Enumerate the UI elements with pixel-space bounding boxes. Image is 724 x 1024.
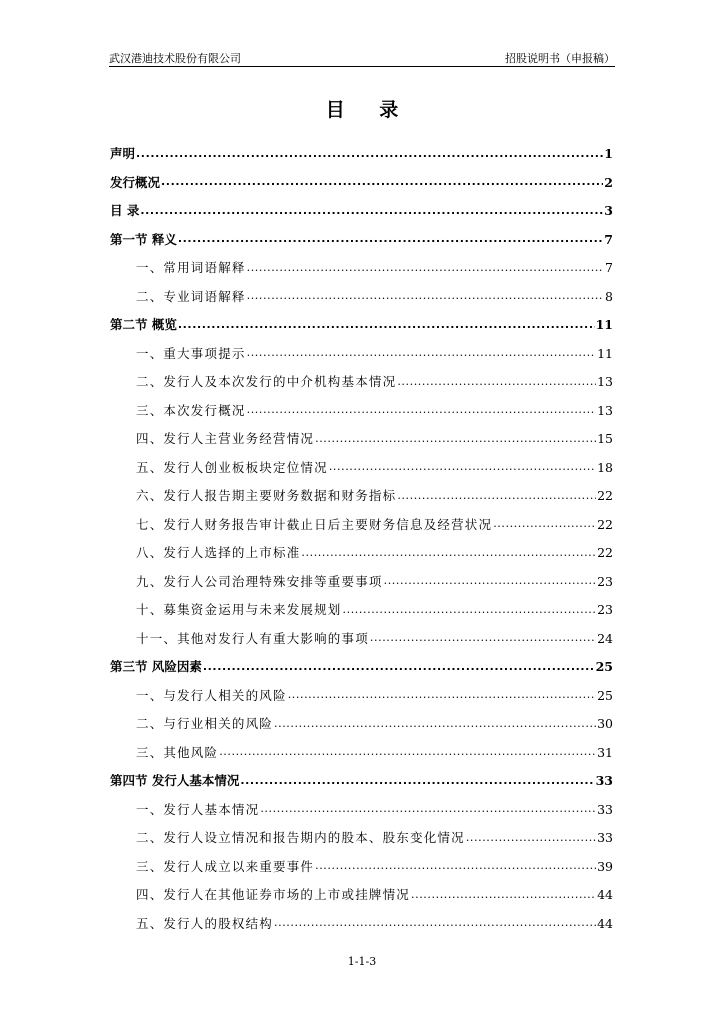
page-number: 1-1-3 — [347, 955, 377, 968]
toc-entry-page: 22 — [597, 488, 613, 504]
toc-entry-title: 十、募集资金运用与未来发展规划 — [136, 602, 342, 618]
toc-entry-title: 九、发行人公司治理特殊安排等重要事项 — [136, 573, 383, 589]
toc-entry[interactable] — [110, 169, 613, 198]
toc-entry[interactable] — [110, 425, 613, 454]
toc-entry[interactable] — [110, 767, 613, 796]
toc-entry-title: 目 录 — [110, 203, 140, 219]
toc-entry[interactable] — [110, 368, 613, 397]
toc-entry[interactable] — [110, 140, 613, 169]
toc-entry[interactable] — [110, 682, 613, 711]
toc-leader-dots — [247, 287, 604, 304]
toc-entry[interactable] — [110, 653, 613, 682]
toc-entry-title: 六、发行人报告期主要财务数据和财务指标 — [136, 488, 397, 504]
toc-entry-page: 13 — [597, 374, 613, 390]
toc-leader-dots — [343, 601, 597, 618]
document-name: 招股说明书（申报稿） — [505, 52, 615, 65]
toc-leader-dots — [247, 344, 596, 361]
toc-entry-title: 一、发行人基本情况 — [136, 801, 260, 817]
toc-entry-title: 八、发行人选择的上市标准 — [136, 545, 301, 561]
toc-entry[interactable] — [110, 311, 613, 340]
toc-leader-dots — [301, 544, 596, 561]
toc-entry-title: 四、发行人在其他证券市场的上市或挂牌情况 — [136, 887, 411, 903]
toc-entry-page: 1 — [604, 146, 613, 162]
toc-entry-title: 二、发行人设立情况和报告期内的股本、股东变化情况 — [136, 830, 465, 846]
toc-entry-title: 三、其他风险 — [136, 744, 219, 760]
toc-leader-dots — [315, 430, 596, 447]
toc-entry[interactable] — [110, 625, 613, 654]
toc-entry-page: 33 — [595, 773, 613, 789]
toc-entry-page: 39 — [597, 858, 613, 874]
toc-leader-dots — [240, 772, 594, 789]
toc-entry-page: 18 — [597, 459, 613, 475]
toc-leader-dots — [274, 715, 596, 732]
toc-leader-dots — [219, 743, 596, 760]
toc-entry-title: 第四节 发行人基本情况 — [110, 773, 240, 789]
toc-entry-page: 24 — [597, 630, 613, 646]
toc-entry[interactable] — [110, 568, 613, 597]
toc-entry[interactable] — [110, 454, 613, 483]
toc-entry-page: 44 — [597, 915, 613, 931]
toc-entry-page: 3 — [604, 203, 613, 219]
company-name: 武汉港迪技术股份有限公司 — [109, 52, 241, 65]
toc-leader-dots — [140, 202, 603, 219]
toc-entry-page: 33 — [597, 801, 613, 817]
toc-entry-title: 一、重大事项提示 — [136, 345, 246, 361]
toc-entry[interactable] — [110, 796, 613, 825]
toc-leader-dots — [178, 316, 595, 333]
toc-leader-dots — [274, 914, 596, 931]
toc-entry-title: 二、发行人及本次发行的中介机构基本情况 — [136, 374, 397, 390]
toc-entry-page: 22 — [597, 516, 613, 532]
toc-entry-page: 11 — [595, 317, 613, 333]
toc-leader-dots — [397, 487, 596, 504]
toc-entry-page: 15 — [597, 431, 613, 447]
toc-entry[interactable] — [110, 254, 613, 283]
toc-leader-dots — [411, 886, 596, 903]
toc-entry-title: 五、发行人创业板板块定位情况 — [136, 459, 328, 475]
toc-entry[interactable] — [110, 910, 613, 939]
toc-entry-page: 2 — [604, 174, 613, 190]
toc-leader-dots — [178, 230, 603, 247]
toc-leader-dots — [136, 145, 603, 162]
table-of-contents — [110, 140, 613, 938]
toc-entry-page: 8 — [605, 288, 613, 304]
page-header — [109, 50, 615, 66]
toc-leader-dots — [247, 259, 604, 276]
toc-leader-dots — [384, 572, 596, 589]
toc-entry[interactable] — [110, 853, 613, 882]
toc-entry[interactable] — [110, 511, 613, 540]
toc-leader-dots — [493, 515, 596, 532]
toc-entry-title: 四、发行人主营业务经营情况 — [136, 431, 315, 447]
toc-entry-page: 23 — [597, 573, 613, 589]
toc-entry-page: 44 — [597, 887, 613, 903]
toc-entry-page: 30 — [597, 716, 613, 732]
toc-leader-dots — [247, 401, 596, 418]
toc-entry[interactable] — [110, 596, 613, 625]
toc-entry[interactable] — [110, 739, 613, 768]
toc-entry[interactable] — [110, 482, 613, 511]
toc-entry-page: 22 — [597, 545, 613, 561]
toc-entry-page: 11 — [597, 345, 613, 361]
toc-entry-title: 一、常用词语解释 — [136, 260, 246, 276]
toc-entry-page: 25 — [595, 659, 613, 675]
toc-entry-title: 第一节 释义 — [110, 231, 177, 247]
toc-entry-page: 7 — [605, 260, 613, 276]
toc-entry[interactable] — [110, 226, 613, 255]
toc-entry[interactable] — [110, 710, 613, 739]
toc-leader-dots — [161, 173, 603, 190]
toc-entry-title: 第二节 概览 — [110, 317, 177, 333]
toc-entry-title: 声明 — [110, 146, 136, 162]
toc-entry-title: 二、专业词语解释 — [136, 288, 246, 304]
toc-leader-dots — [466, 829, 596, 846]
toc-entry-page: 23 — [597, 602, 613, 618]
toc-entry-page: 33 — [597, 830, 613, 846]
toc-entry-title: 第三节 风险因素 — [110, 659, 202, 675]
toc-entry[interactable] — [110, 283, 613, 312]
toc-entry-title: 发行概况 — [110, 174, 161, 190]
toc-entry[interactable] — [110, 397, 613, 426]
toc-entry-page: 13 — [597, 402, 613, 418]
toc-entry-title: 十一、其他对发行人有重大影响的事项 — [136, 630, 369, 646]
toc-entry-page: 31 — [597, 744, 613, 760]
header-rule — [109, 66, 615, 67]
toc-leader-dots — [315, 857, 596, 874]
toc-leader-dots — [329, 458, 596, 475]
toc-leader-dots — [370, 629, 596, 646]
page-title: 目 录 — [325, 99, 413, 121]
toc-entry-page: 7 — [604, 231, 613, 247]
toc-leader-dots — [260, 800, 596, 817]
toc-entry[interactable] — [110, 197, 613, 226]
toc-leader-dots — [397, 373, 596, 390]
toc-entry-title: 三、发行人成立以来重要事件 — [136, 858, 315, 874]
toc-entry[interactable] — [110, 539, 613, 568]
toc-leader-dots — [203, 658, 595, 675]
toc-leader-dots — [288, 686, 596, 703]
toc-entry-title: 三、本次发行概况 — [136, 402, 246, 418]
toc-entry[interactable] — [110, 340, 613, 369]
toc-entry-page: 25 — [597, 687, 613, 703]
toc-entry[interactable] — [110, 824, 613, 853]
toc-entry[interactable] — [110, 881, 613, 910]
toc-entry-title: 二、与行业相关的风险 — [136, 716, 274, 732]
toc-entry-title: 五、发行人的股权结构 — [136, 915, 274, 931]
toc-entry-title: 一、与发行人相关的风险 — [136, 687, 287, 703]
toc-entry-title: 七、发行人财务报告审计截止日后主要财务信息及经营状况 — [136, 516, 493, 532]
